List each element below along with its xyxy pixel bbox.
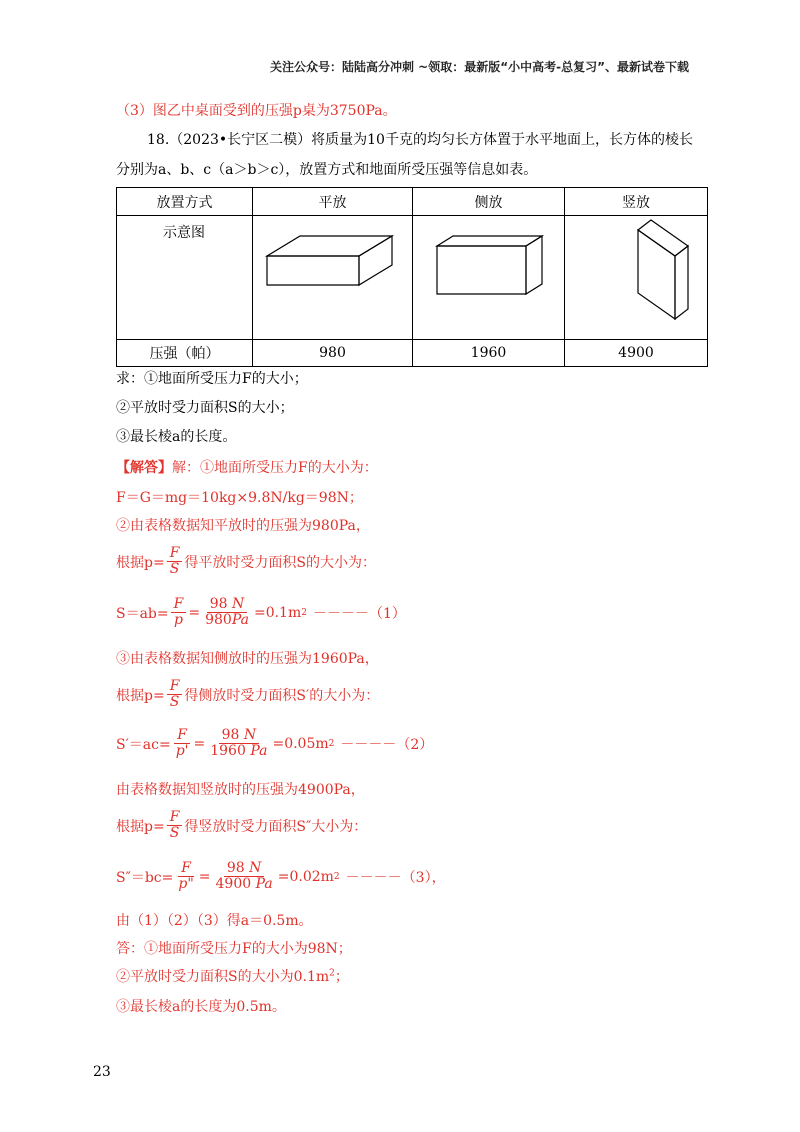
diagram-label: 示意图	[163, 225, 205, 241]
solution-line-3: ②由表格数据知平放时的压强为980Pa，	[116, 518, 370, 534]
pressure-upright: 4900	[565, 340, 708, 367]
header-upright: 竖放	[565, 188, 708, 216]
fraction-98N-over-1960Pa: $\frac{98 N}{1960 Pa}$	[210, 727, 268, 760]
side-box-diagram	[413, 216, 564, 335]
equation-3: S″＝bc= $\frac{F}{p"}$ = $\frac{98 N}{4900 Pa}$ =0.02m 2 －－－－（3），	[116, 860, 446, 893]
equation-1: S＝ab= $\frac{F}{p}$ = $\frac{98 N}{980Pa}$ =0.1m 2 －－－－（1）	[116, 596, 406, 629]
formula-line-2: 根据p= $\frac{F}{S}$ 得侧放时受力面积S′的大小为：	[116, 678, 380, 711]
info-table	[116, 187, 708, 367]
pressure-flat: 980	[253, 340, 413, 367]
question-line-1: 18.（2023•长宁区二模）将质量为10千克的均匀长方体置于水平地面上，长方体的棱长	[147, 132, 693, 148]
upright-box-diagram	[565, 216, 707, 335]
fraction-98N-over-4900Pa: $\frac{98 N}{4900 Pa}$	[215, 860, 273, 893]
previous-answer: （3）图乙中桌面受到的压强p桌为3750Pa。	[116, 103, 397, 119]
solution-title: 【解答】	[116, 460, 172, 476]
ask-3: ③最长棱a的长度。	[116, 429, 237, 445]
fraction-F-over-S: $\frac{F}{S}$	[167, 546, 183, 578]
pressure-label: 压强（帕）	[117, 340, 253, 367]
solution-line-1: 【解答】解：①地面所受压力F的大小为：	[116, 460, 378, 476]
header-side: 侧放	[413, 188, 565, 216]
answer-3: ③最长棱a的长度为0.5m。	[116, 999, 286, 1015]
flat-diagram-cell	[253, 216, 413, 340]
page-header: 关注公众号：陆陆高分冲刺 ~领取：最新版“小中高考-总复习”、最新试卷下载	[270, 60, 689, 74]
diagram-label-cell	[117, 216, 253, 340]
upright-diagram-cell	[565, 216, 708, 340]
side-diagram-cell	[413, 216, 565, 340]
formula-line-3: 根据p= $\frac{F}{S}$ 得竖放时受力面积S″大小为：	[116, 809, 368, 842]
fraction-98N-over-980Pa: $\frac{98 N}{980Pa}$	[205, 596, 249, 629]
solution-line-6: ③由表格数据知侧放时的压强为1960Pa，	[116, 651, 379, 667]
formula-line-1: 根据p= $\frac{F}{S}$ 得平放时受力面积S的大小为：	[116, 545, 377, 578]
header-placement: 放置方式	[117, 188, 253, 216]
header-flat: 平放	[253, 188, 413, 216]
question-line-2: 分别为a、b、c（a＞b＞c），放置方式和地面所受压强等信息如表。	[116, 162, 538, 178]
ask-1: 求：①地面所受压力F的大小；	[116, 371, 308, 387]
page-number: 23	[93, 1064, 111, 1080]
question-number: 18.	[147, 132, 170, 148]
answer-1: 答：①地面所受压力F的大小为98N；	[116, 941, 352, 957]
equation-2: S′＝ac= $\frac{F}{p'}$ = $\frac{98 N}{1960 Pa}$ =0.05m 2 －－－－（2）	[116, 727, 434, 760]
answer-2: ②平放时受力面积S的大小为$0.1m^2$；	[116, 968, 349, 985]
solution-line-9: 由表格数据知竖放时的压强为4900Pa，	[116, 782, 365, 798]
solution-line-12: 由（1）（2）（3）得a＝0.5m。	[116, 913, 313, 929]
fraction-F-over-p: $\frac{F}{p}$	[171, 597, 187, 629]
solution-line-2: F＝G＝mg＝10kg×9.8N/kg＝98N；	[116, 490, 363, 506]
pressure-side: 1960	[413, 340, 565, 367]
flat-box-diagram	[253, 216, 412, 335]
ask-2: ②平放时受力面积S的大小；	[116, 400, 294, 416]
